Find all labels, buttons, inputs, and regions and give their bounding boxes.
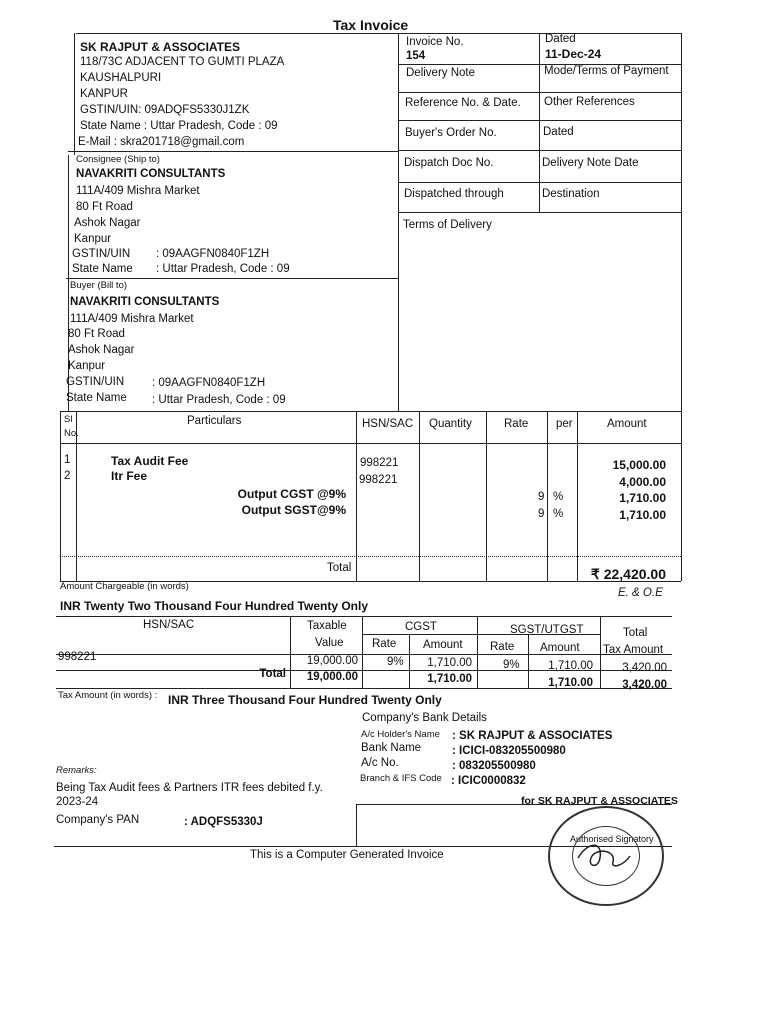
consignee-bottom-line [66, 278, 398, 279]
col-amount: Amount [607, 418, 647, 430]
seller-gstin: GSTIN/UIN: 09ADQFS5330J1ZK [80, 104, 250, 116]
consignee-gstin-label: GSTIN/UIN [72, 248, 131, 260]
bank-holder-value: : SK RAJPUT & ASSOCIATES [452, 730, 613, 742]
meta-row-line [398, 150, 681, 151]
consignee-address-4: Kanpur [74, 233, 112, 245]
invoice-no-value: 154 [406, 50, 426, 62]
right-border [681, 33, 682, 581]
dispatched-through-label: Dispatched through [404, 188, 504, 200]
bank-name-label: Bank Name [361, 742, 422, 754]
cgst-amount: 1,710.00 [619, 491, 666, 505]
signatory-label: Authorised Signatory [570, 834, 654, 844]
buyer-address-3: Ashok Nagar [68, 344, 135, 356]
delivery-note-date-label: Delivery Note Date [542, 157, 639, 169]
footer-note: This is a Computer Generated Invoice [250, 849, 444, 861]
amount-words: INR Twenty Two Thousand Four Hundred Twenty Only [60, 599, 368, 613]
bank-title: Company's Bank Details [362, 712, 487, 724]
sgst-amount: 1,710.00 [619, 508, 666, 522]
eoe-label: E. & O.E [618, 587, 663, 599]
items-col-line [486, 411, 487, 581]
items-total-amount: ₹ 22,420.00 [590, 566, 666, 582]
seller-address-2: KAUSHALPURI [80, 72, 162, 84]
consignee-label: Consignee (Ship to) [76, 154, 160, 165]
buyer-state-label: State Name [66, 392, 127, 404]
tax-row-cgst-rate: 9% [387, 656, 404, 668]
consignee-name: NAVAKRITI CONSULTANTS [76, 168, 226, 180]
items-col-line [419, 411, 420, 581]
row-1-particulars: Tax Audit Fee [111, 454, 189, 468]
row-1-sl: 1 [64, 454, 71, 466]
items-top-line [60, 411, 681, 412]
consignee-gstin-value: : 09AAGFN0840F1ZH [156, 248, 270, 260]
buyer-state-value: : Uttar Pradesh, Code : 09 [152, 394, 286, 406]
dated-label: Dated [545, 33, 576, 45]
other-references-label: Other References [544, 96, 635, 108]
tax-total-header-2: Tax Amount [603, 644, 664, 656]
bank-acno-value: : 083205500980 [452, 760, 536, 772]
tax-total-header-1: Total [623, 627, 648, 639]
meta-row-line [398, 212, 681, 213]
tax-sgst-rate-header: Rate [490, 641, 515, 653]
buyer-address-2: 80 Ft Road [68, 328, 125, 340]
consignee-state-label: State Name [72, 263, 133, 275]
meta-row-line [398, 120, 681, 121]
tax-table-header-line [56, 654, 672, 655]
tax-hsn-header: HSN/SAC [143, 619, 195, 631]
tax-cgst-rate-header: Rate [372, 638, 397, 650]
bank-ifs-value: : ICIC0000832 [451, 775, 526, 787]
tax-total-cgst: 1,710.00 [427, 673, 472, 685]
meta-divider [398, 33, 399, 411]
tax-row-total: 3,420.00 [622, 662, 667, 674]
row-2-hsn: 998221 [359, 474, 398, 486]
remarks-line-2: 2023-24 [56, 796, 99, 808]
col-per: per [556, 418, 573, 430]
col-no: No. [64, 428, 79, 439]
seller-name: SK RAJPUT & ASSOCIATES [80, 40, 241, 54]
mode-terms-label: Mode/Terms of Payment [544, 65, 669, 77]
pan-label: Company's PAN [56, 814, 140, 826]
bank-name-value: : ICICI-083205500980 [452, 745, 566, 757]
consignee-address-1: 111A/409 Mishra Market [76, 185, 200, 197]
pan-value: : ADQFS5330J [184, 816, 263, 828]
buyer-name: NAVAKRITI CONSULTANTS [70, 296, 220, 308]
items-body-bottom-line [60, 556, 681, 557]
dispatch-doc-label: Dispatch Doc No. [404, 157, 494, 169]
items-col-line [547, 411, 548, 581]
for-firm-label: for SK RAJPUT & ASSOCIATES [521, 795, 678, 807]
dated-value: 11-Dec-24 [545, 47, 602, 61]
tax-words: INR Three Thousand Four Hundred Twenty Only [168, 693, 442, 707]
items-col-line [356, 411, 357, 581]
col-sl: Sl [64, 414, 73, 425]
buyer-address-4: Kanpur [68, 360, 106, 372]
meta-row-line [398, 182, 681, 183]
amount-words-label: Amount Chargeable (in words) [60, 581, 189, 592]
tax-col-line [290, 616, 291, 688]
tax-col-line [477, 616, 478, 688]
tax-row-sgst-amount: 1,710.00 [548, 660, 593, 672]
tax-col-line [600, 616, 601, 688]
buyer-gstin-value: : 09AAGFN0840F1ZH [152, 377, 266, 389]
seller-email: E-Mail : skra201718@gmail.com [78, 136, 245, 148]
row-2-particulars: Itr Fee [111, 469, 148, 483]
cgst-rate: 9 [538, 491, 545, 503]
terms-of-delivery-label: Terms of Delivery [403, 219, 492, 231]
meta-col-divider [539, 33, 540, 213]
seller-state: State Name : Uttar Pradesh, Code : 09 [80, 120, 278, 132]
tax-sgst-header: SGST/UTGST [510, 624, 584, 636]
tax-cgst-amount-header: Amount [423, 639, 463, 651]
remarks-line-1: Being Tax Audit fees & Partners ITR fees debited f.y. [56, 782, 323, 794]
consignee-address-3: Ashok Nagar [74, 217, 141, 229]
tax-total-total: 3,420.00 [622, 679, 667, 691]
tax-total-sgst: 1,710.00 [548, 677, 593, 689]
consignee-state-value: : Uttar Pradesh, Code : 09 [156, 263, 290, 275]
tax-taxable-header-1: Taxable [307, 620, 347, 632]
signature-scribble [568, 836, 638, 876]
col-particulars: Particulars [187, 415, 242, 427]
col-rate: Rate [504, 418, 529, 430]
row-1-hsn: 998221 [360, 457, 399, 469]
sgst-label: Output SGST@9% [241, 503, 346, 517]
bank-ifs-label: Branch & IFS Code [360, 773, 442, 784]
tax-sgst-amount-header: Amount [540, 642, 580, 654]
tax-total-label: Total [259, 668, 286, 680]
buyer-label: Buyer (Bill to) [70, 280, 128, 291]
invoice-no-label: Invoice No. [406, 36, 464, 48]
cgst-label: Output CGST @9% [237, 487, 346, 501]
consignee-address-2: 80 Ft Road [76, 201, 133, 213]
tax-col-line [362, 616, 363, 688]
tax-row-cgst-amount: 1,710.00 [427, 657, 472, 669]
buyer-gstin-label: GSTIN/UIN [66, 376, 125, 388]
tax-row-taxable: 19,000.00 [306, 655, 358, 667]
delivery-note-label: Delivery Note [406, 67, 476, 79]
items-total-label: Total [327, 562, 352, 574]
bank-holder-label: A/c Holder's Name [361, 729, 440, 740]
seller-address-1: 118/73C ADJACENT TO GUMTI PLAZA [80, 56, 285, 68]
remarks-label: Remarks: [56, 765, 97, 776]
meta-row-line [398, 92, 681, 93]
bank-acno-label: A/c No. [361, 757, 399, 769]
signature-left-line [356, 804, 357, 846]
tax-table-top-line [56, 616, 672, 617]
sgst-rate: 9 [538, 508, 545, 520]
tax-row-hsn: 998221 [58, 651, 97, 663]
tax-cgst-header: CGST [405, 621, 437, 633]
top-border [76, 33, 682, 34]
destination-label: Destination [542, 188, 600, 200]
seller-left-border [74, 33, 75, 155]
row-2-sl: 2 [64, 470, 71, 482]
invoice-title: Tax Invoice [333, 17, 409, 33]
reference-label: Reference No. & Date. [405, 97, 521, 109]
col-quantity: Quantity [429, 418, 472, 430]
dated2-label: Dated [543, 126, 574, 138]
sgst-per: % [553, 508, 564, 520]
seller-bottom-line [68, 151, 398, 152]
buyer-address-1: 111A/409 Mishra Market [70, 313, 194, 325]
tax-words-label: Tax Amount (in words) : [58, 690, 158, 701]
tax-taxable-header-2: Value [315, 637, 344, 649]
tax-total-taxable: 19,000.00 [306, 671, 358, 683]
party-left-border [68, 155, 69, 411]
buyers-order-label: Buyer's Order No. [405, 127, 497, 139]
items-header-line [60, 443, 681, 444]
seller-address-3: KANPUR [80, 88, 128, 100]
col-hsn: HSN/SAC [362, 418, 414, 430]
tax-row-sgst-rate: 9% [503, 659, 520, 671]
row-2-amount: 4,000.00 [619, 475, 666, 489]
cgst-per: % [553, 491, 564, 503]
row-1-amount: 15,000.00 [612, 458, 666, 472]
